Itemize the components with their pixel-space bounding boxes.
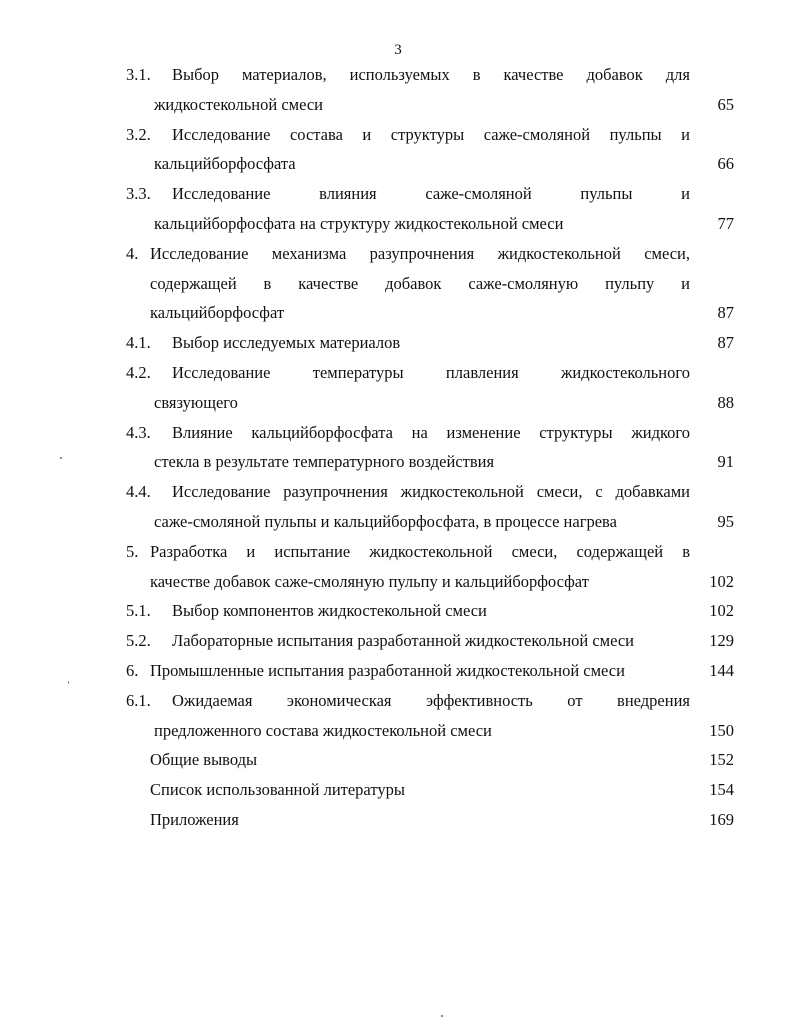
- toc-entry-text: [126, 686, 690, 716]
- toc-page-number: 102: [709, 601, 734, 621]
- toc-page-number: 87: [717, 303, 734, 323]
- toc-entry-text: [126, 179, 690, 209]
- toc-entry-text: [126, 120, 690, 150]
- toc-entry-title: предложенного состава жидкостекольной смеси: [154, 720, 492, 740]
- toc-entry-title: Приложения: [150, 809, 239, 829]
- toc-entry-title: Лабораторные испытания разработанной жидкостекольной смеси: [172, 631, 635, 651]
- toc-line: [126, 179, 734, 209]
- toc-line: [126, 775, 734, 805]
- toc-entry-text: [126, 537, 690, 567]
- toc-entry-text: [126, 477, 690, 507]
- toc-entry-title: Исследование механизма разупрочнения жидкостекольной смеси,: [150, 243, 690, 263]
- toc-line: [126, 328, 734, 358]
- toc-entry-text: [154, 388, 690, 418]
- toc-entry-number: 6.1.: [126, 690, 151, 710]
- toc-entry-number: 6.: [126, 660, 139, 680]
- page-number: 3: [394, 42, 402, 58]
- toc-entry-title: Исследование состава и структуры саже-смоляной пульпы и: [172, 124, 690, 144]
- toc-entry-text: [150, 775, 690, 805]
- toc-entry-text: [126, 60, 690, 90]
- toc-entry-text: [126, 596, 690, 626]
- toc-entry-title: кальцийборфосфата: [154, 154, 296, 174]
- scan-speck: [60, 457, 62, 459]
- toc-entry-text: [154, 90, 690, 120]
- toc-line: [126, 239, 734, 269]
- toc-line: [126, 388, 734, 418]
- toc-line: [126, 298, 734, 328]
- toc-entry-number: 3.1.: [126, 65, 151, 84]
- toc-entry-title: связующего: [154, 392, 238, 412]
- toc-entry-text: [126, 656, 690, 686]
- toc-entry-text: [150, 745, 690, 775]
- toc-line: [126, 60, 734, 90]
- toc-entry-title: саже-смоляной пульпы и кальцийборфосфата, в процессе нагрева: [154, 511, 617, 531]
- toc-entry-title: Список использованной литературы: [150, 780, 405, 800]
- toc-line: [126, 626, 734, 656]
- toc-entry-text: [126, 239, 690, 269]
- scan-speck: [68, 681, 69, 684]
- toc-entry-number: 3.3.: [126, 184, 151, 204]
- toc-line: [126, 149, 734, 179]
- toc-page-number: 87: [717, 333, 734, 353]
- toc-line: [126, 120, 734, 150]
- toc-line: [126, 447, 734, 477]
- toc-entry-number: 5.1.: [126, 601, 151, 621]
- toc-entry-number: 4.3.: [126, 422, 151, 442]
- toc-line: [126, 537, 734, 567]
- toc-entry-text: [154, 447, 690, 477]
- toc-page-number: 95: [717, 511, 734, 531]
- toc-line: [126, 656, 734, 686]
- toc-entry-number: 4.4.: [126, 482, 151, 502]
- toc-entry-text: [150, 567, 690, 597]
- scan-speck: [441, 1015, 443, 1017]
- toc-entry-title: Разработка и испытание жидкостекольной смеси, содержащей в: [150, 541, 690, 561]
- toc-line: [126, 269, 734, 299]
- toc-line: [126, 90, 734, 120]
- toc-entry-title: Выбор компонентов жидкостекольной смеси: [172, 601, 487, 621]
- toc-entry-title: Промышленные испытания разработанной жидкостекольной смеси: [150, 660, 625, 680]
- toc-page-number: 88: [717, 392, 734, 412]
- toc-line: [126, 418, 734, 448]
- toc-line: [126, 716, 734, 746]
- toc-entry-title: кальцийборфосфата на структуру жидкостекольной смеси: [154, 213, 564, 233]
- toc-page-number: 77: [717, 213, 734, 233]
- toc-entry-title: качестве добавок саже-смоляную пульпу и кальцийборфосфат: [150, 571, 589, 591]
- toc-line: [126, 209, 734, 239]
- toc-entry-text: [154, 507, 690, 537]
- toc-entry-title: Выбор исследуемых материалов: [172, 333, 401, 353]
- toc-entry-title: Влияние кальцийборфосфата на изменение структуры жидкого: [172, 422, 690, 442]
- toc-entry-title: Выбор материалов, используемых в качестве добавок для: [172, 65, 690, 84]
- table-of-contents: [126, 60, 734, 835]
- toc-entry-number: 4.: [126, 243, 139, 263]
- toc-page-number: 66: [717, 154, 734, 174]
- toc-entry-text: [154, 716, 690, 746]
- toc-line: [126, 805, 734, 835]
- toc-entry-title: кальцийборфосфат: [150, 303, 285, 323]
- toc-entry-text: [150, 805, 690, 835]
- toc-page-number: 169: [709, 809, 734, 829]
- toc-entry-number: 5.2.: [126, 631, 151, 651]
- toc-line: [126, 507, 734, 537]
- toc-entry-text: [150, 269, 690, 299]
- toc-page-number: 154: [709, 780, 734, 800]
- toc-entry-title: Ожидаемая экономическая эффективность от внедрения: [172, 690, 690, 710]
- toc-entry-text: [126, 418, 690, 448]
- toc-entry-number: 4.2.: [126, 362, 151, 382]
- toc-entry-number: 4.1.: [126, 333, 151, 353]
- toc-entry-title: Исследование разупрочнения жидкостекольной смеси, с добавками: [172, 482, 690, 502]
- toc-line: [126, 567, 734, 597]
- toc-entry-number: 5.: [126, 541, 139, 561]
- toc-page-number: 150: [709, 720, 734, 740]
- toc-entry-text: [154, 209, 690, 239]
- toc-line: [126, 477, 734, 507]
- toc-page-number: 144: [709, 660, 734, 680]
- toc-entry-number: 3.2.: [126, 124, 151, 144]
- toc-line: [126, 686, 734, 716]
- toc-line: [126, 745, 734, 775]
- toc-entry-title: Исследование влияния саже-смоляной пульпы и: [172, 184, 690, 204]
- toc-entry-title: стекла в результате температурного воздействия: [154, 452, 495, 472]
- toc-entry-text: [126, 328, 690, 358]
- toc-page-number: 65: [717, 94, 734, 114]
- toc-entry-title: содержащей в качестве добавок саже-смоляную пульпу и: [150, 273, 690, 293]
- toc-entry-text: [150, 298, 690, 328]
- toc-entry-title: Общие выводы: [150, 750, 258, 770]
- toc-page-number: 91: [717, 452, 734, 472]
- toc-entry-title: жидкостекольной смеси: [154, 94, 323, 114]
- toc-page-number: 129: [709, 631, 734, 651]
- toc-entry-text: [126, 626, 690, 656]
- toc-page-number: 152: [709, 750, 734, 770]
- toc-entry-text: [126, 358, 690, 388]
- toc-entry-title: Исследование температуры плавления жидкостекольного: [172, 362, 690, 382]
- toc-line: [126, 596, 734, 626]
- toc-entry-text: [154, 149, 690, 179]
- toc-page-number: 102: [709, 571, 734, 591]
- toc-line: [126, 358, 734, 388]
